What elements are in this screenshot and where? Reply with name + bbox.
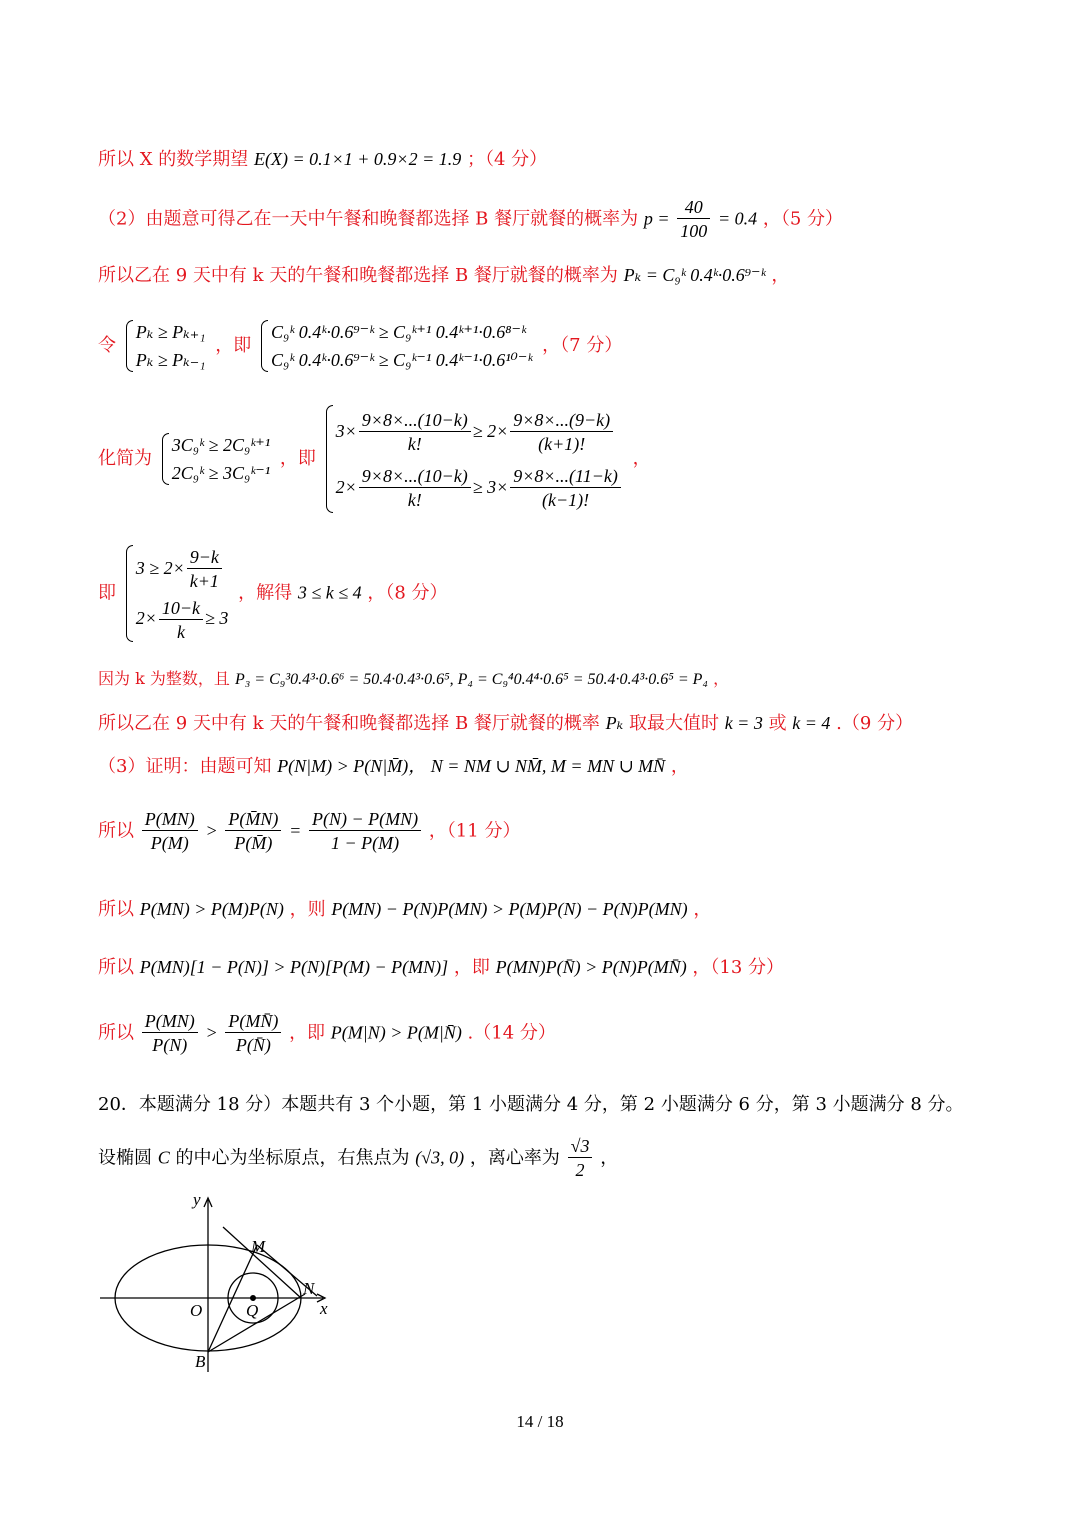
- denominator: 2: [575, 1160, 585, 1180]
- math: =: [289, 820, 302, 841]
- simplify-line: [98, 403, 1040, 515]
- question-20-header: [98, 1092, 1040, 1118]
- punctuation: ，: [693, 899, 712, 920]
- text: （2）由题意可得乙在一天中午餐和晚餐都选择 B 餐厅就餐的概率为: [98, 208, 639, 230]
- text: ，即: [279, 448, 316, 469]
- denominator: 100: [680, 221, 708, 241]
- denominator: P(M): [150, 833, 189, 853]
- fraction: [187, 546, 222, 593]
- math: p =: [643, 208, 670, 229]
- ellipse-figure: [95, 1190, 345, 1375]
- text: 因为 k 为整数，且: [98, 669, 230, 688]
- numerator: 9×8×...(10−k): [359, 409, 471, 432]
- math: = 0.4: [717, 208, 758, 229]
- max-conclusion-line: [98, 710, 1040, 737]
- text: 取最大值时: [628, 713, 719, 734]
- text: 所以 X 的数学期望: [98, 149, 249, 170]
- text: 所以: [98, 957, 134, 978]
- math: P(MN) > P(M)P(N): [139, 899, 284, 919]
- brace-row: [336, 403, 623, 459]
- probability-values: P₃ = C₉³0.4³·0.6⁶ = 50.4·0.4³·0.6⁵, P₄ = C₉⁴0.4⁴·0.6⁵ = 50.4·0.4³·0.6⁵ = P₄: [234, 671, 708, 688]
- brace-row: 3C₉ᵏ ≥ 2C₉ᵏ⁺¹: [171, 435, 271, 455]
- solution-range: 3 ≤ k ≤ 4: [297, 582, 362, 603]
- brace-row: [336, 459, 623, 515]
- integer-check-line: [98, 666, 1040, 693]
- denominator: k+1: [189, 571, 219, 592]
- denominator: P(N̄): [235, 1035, 271, 1055]
- numerator: P(MN): [142, 1010, 198, 1033]
- score-note: ，（5 分）: [762, 208, 844, 230]
- y-axis-label: y: [193, 1190, 201, 1209]
- denominator: k: [176, 621, 185, 642]
- brace-row: [136, 593, 229, 643]
- binomial-line: [98, 262, 1040, 289]
- math: P(M|N) > P(M|N̄): [330, 1022, 462, 1043]
- math: P(N|M) > P(N|M̄)， N = NM ∪ NM̄, M = MN ∪ MN̄: [277, 756, 666, 776]
- text: 所以: [98, 1022, 134, 1044]
- math: ≥ 2×: [472, 421, 509, 441]
- math: ≥ 3: [205, 608, 229, 629]
- score-note: ，（7 分）: [542, 335, 623, 356]
- math: (√3, 0): [415, 1147, 465, 1168]
- fraction: [510, 409, 613, 456]
- math: >: [205, 820, 218, 841]
- score-note: ，（11 分）: [428, 820, 521, 842]
- expectation-formula: E(X) = 0.1×1 + 0.9×2 = 1.9: [254, 149, 462, 169]
- brace-row: [136, 543, 229, 593]
- math: 3 ≥ 2×: [135, 558, 185, 578]
- denominator: 1 − P(M): [330, 833, 400, 853]
- punctuation: ，: [632, 448, 651, 469]
- denominator: k!: [407, 490, 422, 511]
- brace-system: [326, 403, 623, 515]
- fraction: [142, 808, 198, 855]
- fraction: [142, 1010, 198, 1057]
- text: 所以乙在 9 天中有 k 天的午餐和晚餐都选择 B 餐厅就餐的概率: [98, 713, 600, 734]
- fraction: [225, 808, 281, 855]
- fraction: [677, 196, 710, 243]
- text: ，离心率为: [469, 1147, 560, 1169]
- numerator: 9×8×...(11−k): [510, 465, 621, 488]
- brace-row: Pₖ ≥ Pₖ₊₁: [135, 322, 206, 342]
- punctuation: ，: [713, 669, 730, 688]
- score-note: .（14 分）: [467, 1022, 556, 1044]
- score-note: ，（8 分）: [367, 582, 448, 604]
- origin-label: O: [190, 1301, 203, 1320]
- math: P(MN) − P(N)P(MN) > P(M)P(N) − P(N)P(MN): [331, 899, 688, 919]
- conclusion-line: [98, 1010, 1040, 1057]
- fraction: [225, 1010, 281, 1057]
- fraction: [510, 465, 621, 512]
- text: 即: [98, 582, 116, 604]
- point-M-label: M: [251, 1237, 266, 1256]
- brace-row: C₉ᵏ 0.4ᵏ·0.6⁹⁻ᵏ ≥ C₉ᵏ⁺¹ 0.4ᵏ⁺¹·0.6⁸⁻ᵏ: [270, 322, 527, 342]
- factor-line: [98, 954, 1040, 981]
- probability-p-line: [98, 196, 1040, 243]
- brace-system: [126, 543, 229, 644]
- punctuation: ，: [670, 756, 689, 777]
- ratio-line: [98, 808, 1040, 855]
- score-note: ；（4 分）: [466, 149, 548, 170]
- fraction: [159, 597, 203, 644]
- punctuation: ，: [600, 1147, 619, 1169]
- math: C: [157, 1147, 170, 1168]
- text: 设椭圆: [98, 1147, 152, 1169]
- brace-row: Pₖ ≥ Pₖ₋₁: [135, 350, 206, 370]
- text: 的中心为坐标原点，右焦点为: [175, 1147, 410, 1169]
- text: 20．本题满分 18 分）本题共有 3 个小题，第 1 小题满分 4 分，第 2 小题满分 6 分，第 3 小题满分 8 分。: [98, 1094, 964, 1115]
- math: Pₖ: [605, 713, 624, 733]
- numerator: P(M̄N): [225, 808, 281, 831]
- numerator: P(MN̄): [225, 1010, 281, 1033]
- numerator: 9−k: [187, 546, 222, 569]
- numerator: 40: [677, 196, 710, 219]
- brace-row: 2C₉ᵏ ≥ 3C₉ᵏ⁻¹: [171, 463, 271, 483]
- denominator: k!: [407, 434, 422, 455]
- point-N-label: N: [303, 1279, 315, 1298]
- fraction: [309, 808, 421, 855]
- text: ，即: [215, 335, 252, 356]
- math: k = 3: [724, 713, 763, 733]
- math: P(MN)P(N̄) > P(N)P(MN̄): [495, 957, 687, 977]
- score-note: ，（13 分）: [692, 957, 785, 978]
- math: k = 4: [792, 713, 831, 733]
- fraction: [359, 409, 471, 456]
- math: 2×: [335, 477, 357, 497]
- math: >: [205, 1022, 218, 1043]
- page-number: 14 / 18: [516, 1412, 564, 1431]
- question-20-statement: [98, 1135, 1040, 1182]
- denominator: P(M̄): [234, 833, 273, 853]
- proof-start-line: [98, 753, 1040, 780]
- point-Q-label: Q: [246, 1301, 259, 1320]
- text: ，则: [289, 899, 326, 920]
- solve-line: [98, 543, 1040, 644]
- product-line: [98, 896, 1040, 923]
- text: 所以: [98, 820, 134, 842]
- text: 化简为: [98, 448, 152, 469]
- numerator: P(N) − P(MN): [309, 808, 421, 831]
- text: 所以: [98, 899, 134, 920]
- math: 2×: [135, 608, 157, 629]
- text: 令: [98, 335, 116, 356]
- numerator: 9×8×...(10−k): [359, 465, 471, 488]
- brace-row: C₉ᵏ 0.4ᵏ·0.6⁹⁻ᵏ ≥ C₉ᵏ⁻¹ 0.4ᵏ⁻¹·0.6¹⁰⁻ᵏ: [270, 350, 533, 370]
- text: （3）证明：由题可知: [98, 756, 272, 777]
- text: 或: [768, 713, 787, 734]
- text: ，即: [289, 1022, 326, 1044]
- punctuation: ，: [771, 265, 790, 286]
- fraction: [359, 465, 471, 512]
- expectation-line: [98, 146, 1040, 173]
- math: 3×: [335, 421, 357, 441]
- denominator: (k+1)!: [538, 434, 586, 455]
- x-axis-label: x: [320, 1299, 328, 1318]
- denominator: P(N): [152, 1035, 188, 1055]
- point-B-label: B: [195, 1352, 206, 1371]
- brace-system: [126, 318, 206, 374]
- inequality-system-line: [98, 318, 1040, 374]
- denominator: (k−1)!: [541, 490, 590, 511]
- numerator: 10−k: [159, 597, 203, 620]
- math: P(MN)[1 − P(N)] > P(N)[P(M) − P(MN)]: [139, 957, 449, 977]
- brace-system: [261, 318, 532, 374]
- binomial-formula: Pₖ = C₉ᵏ 0.4ᵏ·0.6⁹⁻ᵏ: [623, 265, 766, 285]
- math: ≥ 3×: [472, 477, 509, 497]
- text: ，解得: [238, 582, 293, 604]
- brace-system: [162, 431, 270, 487]
- numerator: P(MN): [142, 808, 198, 831]
- text: ，即: [453, 957, 490, 978]
- numerator: √3: [568, 1135, 593, 1158]
- fraction: [568, 1135, 593, 1182]
- score-note: .（9 分）: [836, 713, 914, 734]
- text: 所以乙在 9 天中有 k 天的午餐和晚餐都选择 B 餐厅就餐的概率为: [98, 265, 618, 286]
- numerator: 9×8×...(9−k): [510, 409, 613, 432]
